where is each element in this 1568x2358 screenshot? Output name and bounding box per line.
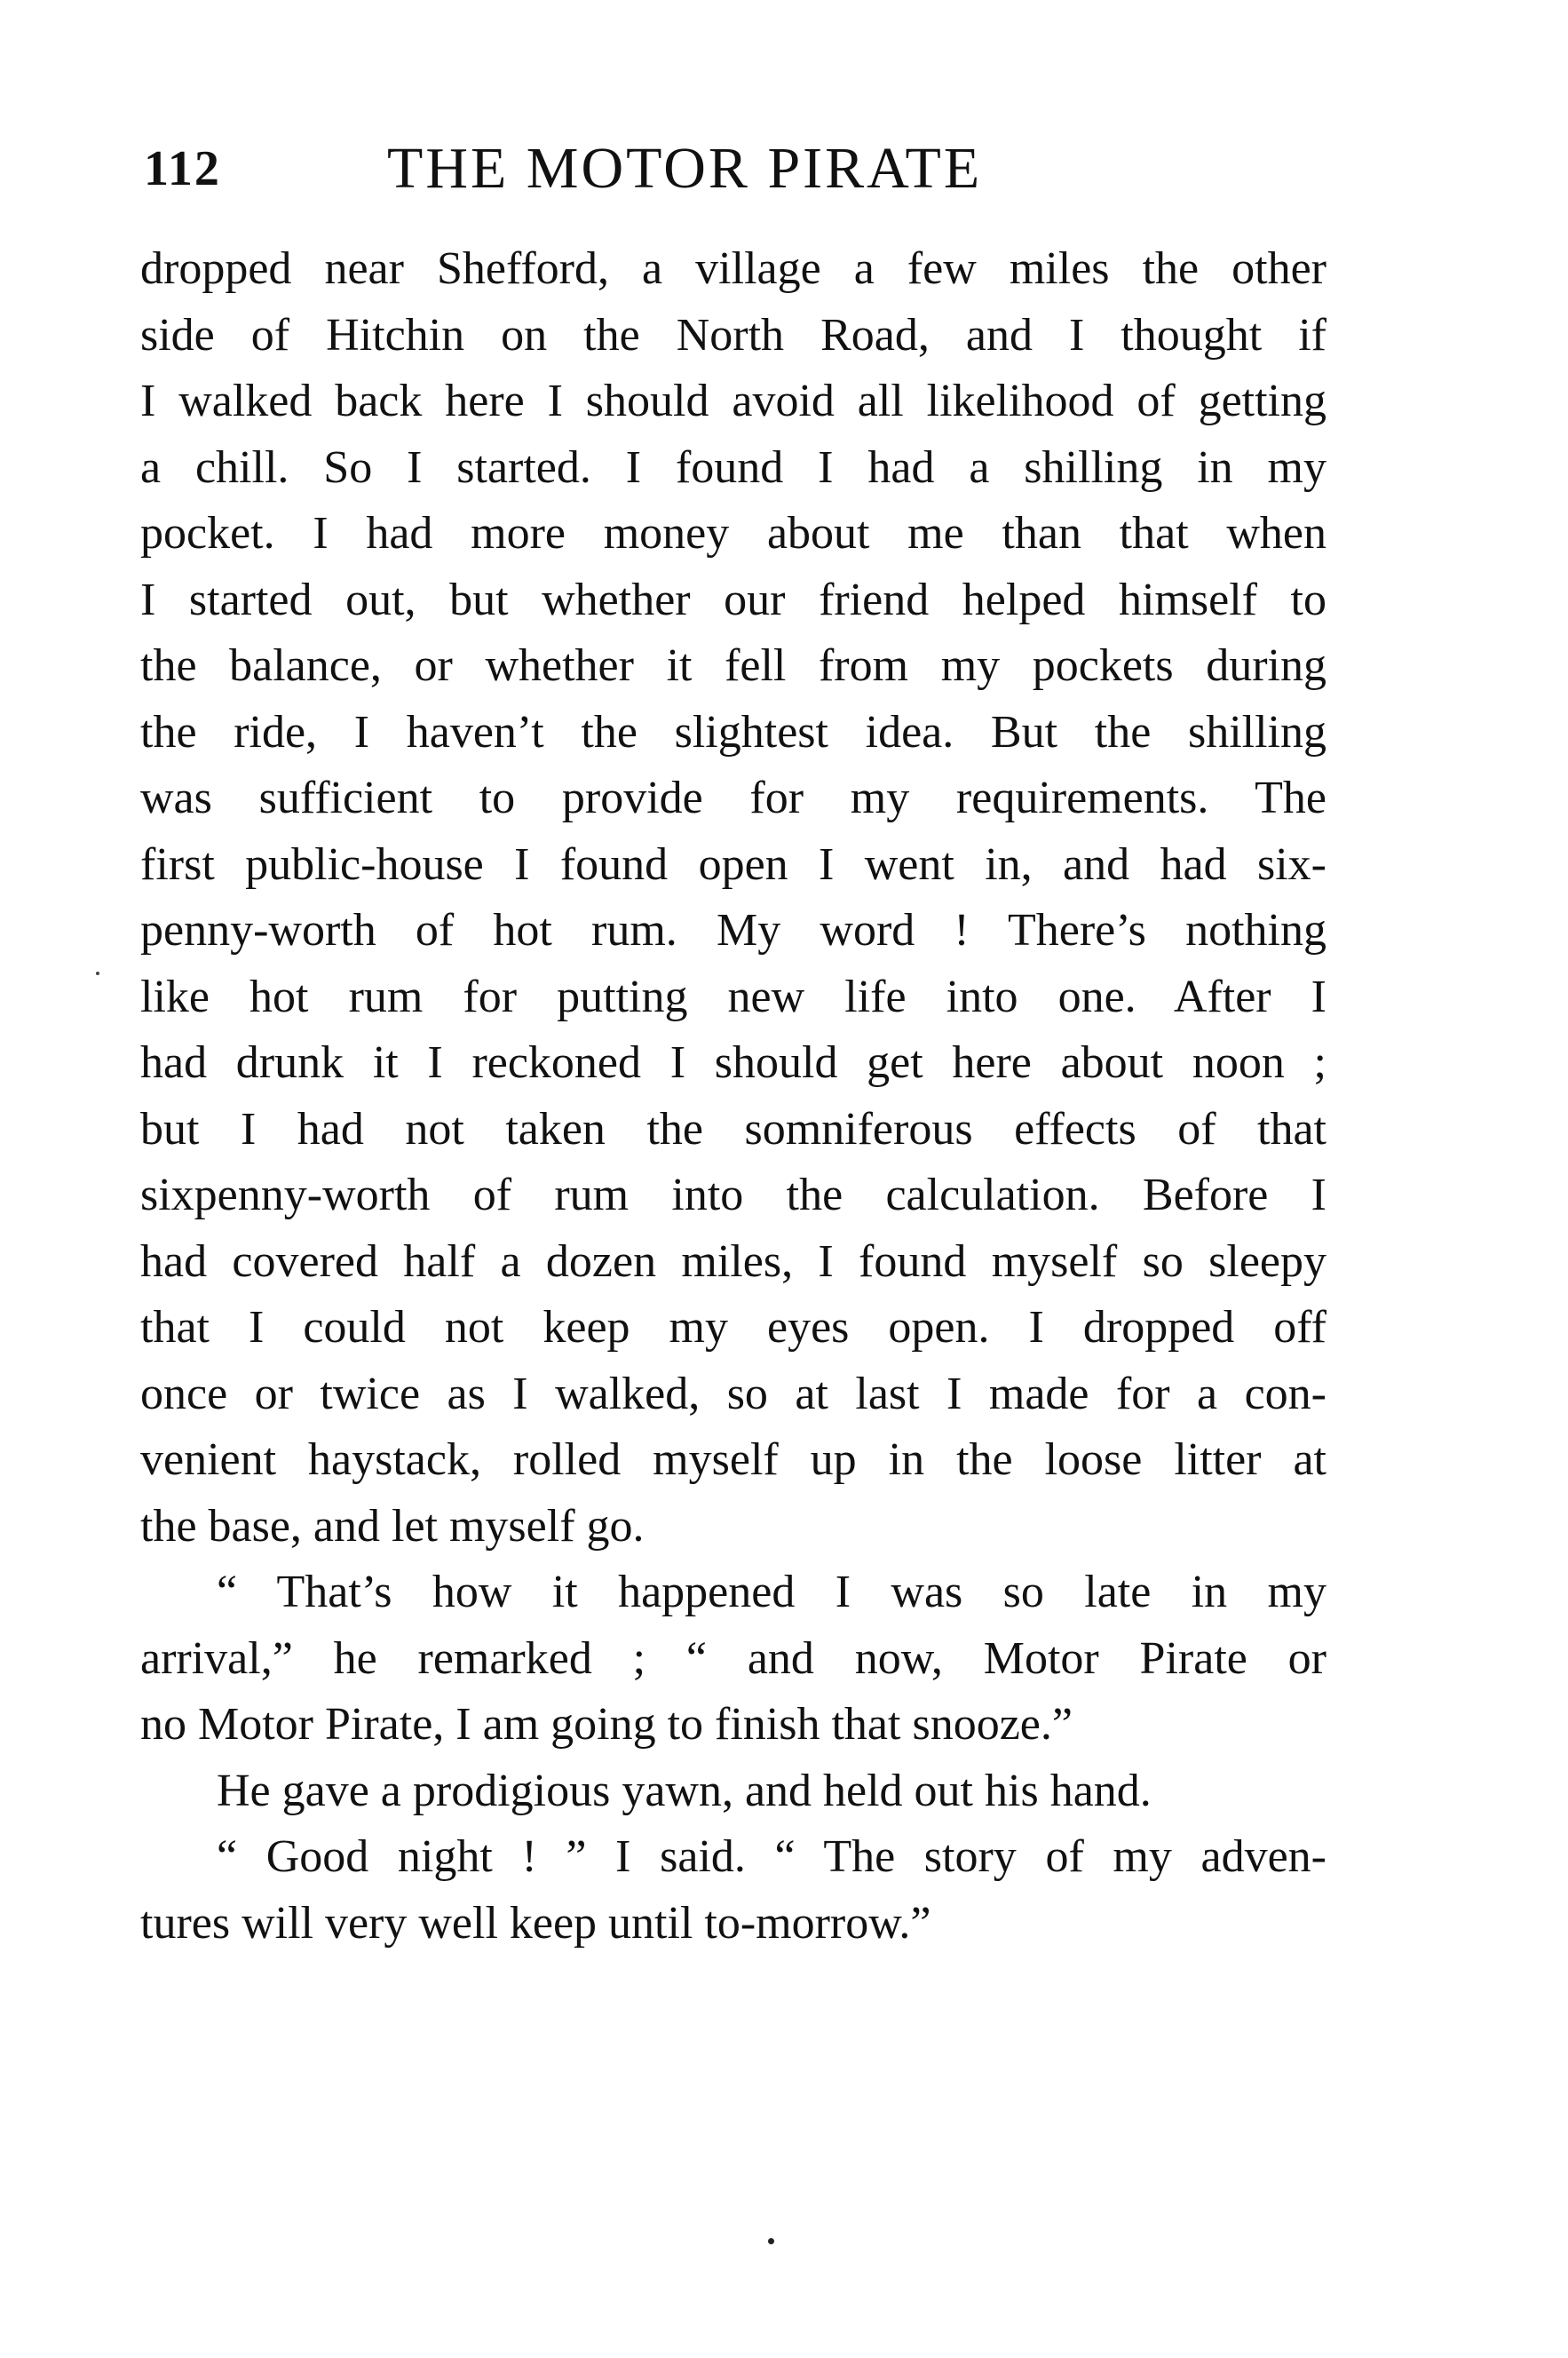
text-line: that I could not keep my eyes open. I dropped off: [140, 1302, 1326, 1353]
page-dot: [768, 2238, 774, 2244]
text-line: the balance, or whether it fell from my pockets during: [140, 640, 1326, 691]
text-line: “ That’s how it happened I was so late in my: [217, 1567, 1326, 1617]
text-line: sixpenny-worth of rum into the calculation. Before I: [140, 1170, 1326, 1220]
text-line: tures will very well keep until to-morrow.”: [140, 1897, 931, 1949]
text-line: first public-house I found open I went in, and had six-: [140, 838, 1326, 890]
page-number: 112: [144, 141, 221, 196]
text-line: had covered half a dozen miles, I found myself so sleepy: [140, 1235, 1326, 1287]
text-line: side of Hitchin on the North Road, and I thought if: [140, 309, 1326, 361]
paragraph-2: [140, 1560, 1326, 1759]
text-line: venient haystack, rolled myself up in the loose litter at: [140, 1434, 1326, 1485]
text-line: dropped near Shefford, a village a few miles the other: [140, 243, 1326, 294]
text-line: had drunk it I reckoned I should get here about noon ;: [140, 1037, 1326, 1088]
text-line: He gave a prodigious yawn, and held out his hand.: [217, 1765, 1152, 1816]
text-line: but I had not taken the somniferous effects of that: [140, 1103, 1326, 1155]
paragraph-4: [140, 1824, 1326, 1957]
body-text: [140, 236, 1326, 1957]
text-line: the ride, I haven’t the slightest idea. But the shilling: [140, 706, 1326, 758]
text-line: penny-worth of hot rum. My word ! There’s nothing: [140, 905, 1326, 956]
book-title: THE MOTOR PIRATE: [387, 136, 983, 201]
paragraph-3: [140, 1759, 1326, 1825]
text-line: was sufficient to provide for my requirements. The: [140, 773, 1326, 823]
paragraph-1: [140, 236, 1326, 1560]
text-line: the base, and let myself go.: [140, 1500, 645, 1552]
text-line: arrival,” he remarked ; “ and now, Motor Pirate or: [140, 1632, 1326, 1684]
text-line: no Motor Pirate, I am going to finish that snooze.”: [140, 1699, 1073, 1750]
text-line: like hot rum for putting new life into one. After I: [140, 971, 1326, 1022]
running-head: [144, 133, 1325, 204]
text-line: “ Good night ! ” I said. “ The story of my adven-: [217, 1831, 1326, 1882]
text-line: I started out, but whether our friend helped himself to: [140, 574, 1326, 625]
text-line: pocket. I had more money about me than that when: [140, 508, 1326, 559]
text-line: I walked back here I should avoid all likelihood of getting: [140, 376, 1326, 426]
text-line: a chill. So I started. I found I had a shilling in my: [140, 441, 1326, 493]
margin-speck: [96, 972, 99, 975]
text-line: once or twice as I walked, so at last I made for a con-: [140, 1368, 1326, 1419]
